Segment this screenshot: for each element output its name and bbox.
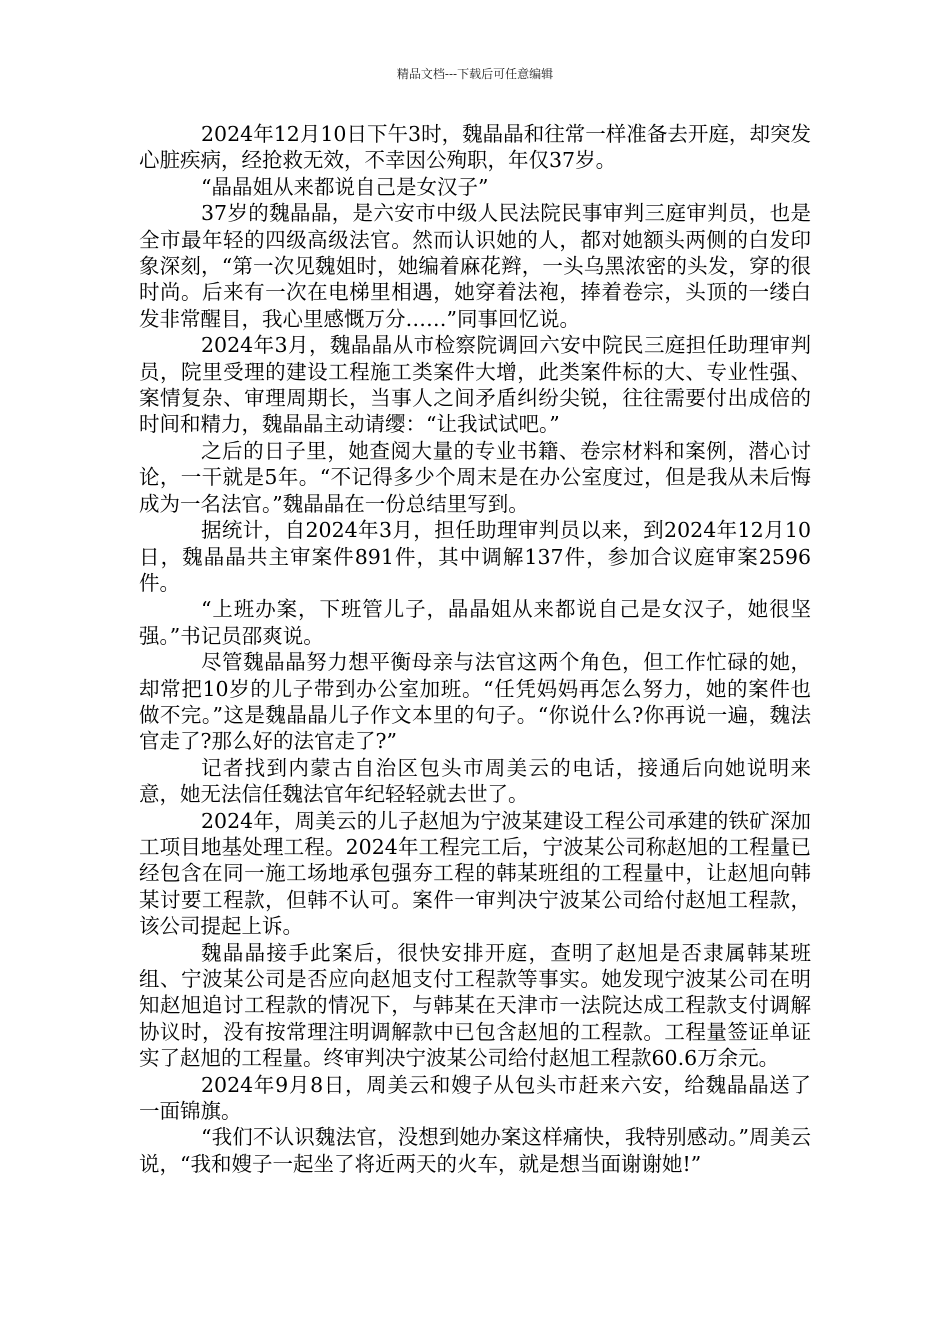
paragraph: 37岁的魏晶晶，是六安市中级人民法院民事审判三庭审判员，也是全市最年轻的四级高级法官。然而认识她的人，都对她额头两侧的白发印象深刻，“第一次见魏姐时，她编着麻花辫，一头乌黑浓密的头发，穿的很时尚。后来有一次在电梯里相遇，她穿着法袍，捧着卷宗，头顶的一缕白发非常醒目，我心里感慨万分……”同事回忆说。: [139, 201, 811, 331]
paragraph: 记者找到内蒙古自治区包头市周美云的电话，接通后向她说明来意，她无法信任魏法官年纪轻轻就去世了。: [139, 755, 811, 807]
paragraph: 2024年3月，魏晶晶从市检察院调回六安中院民三庭担任助理审判员，院里受理的建设工程施工类案件大增，此类案件标的大、专业性强、案情复杂、审理周期长，当事人之间矛盾纠纷尖锐，往往需要付出成倍的时间和精力，魏晶晶主动请缨：“让我试试吧。”: [139, 333, 811, 437]
document-body: [139, 121, 811, 1177]
paragraph: 魏晶晶接手此案后，很快安排开庭，查明了赵旭是否隶属韩某班组、宁波某公司是否应向赵旭支付工程款等事实。她发现宁波某公司在明知赵旭追讨工程款的情况下，与韩某在天津市一法院达成工程款支付调解协议时，没有按常理注明调解款中已包含赵旭的工程款。工程量签证单证实了赵旭的工程量。终审判决宁波某公司给付赵旭工程款60.6万余元。: [139, 940, 811, 1071]
paragraph: “我们不认识魏法官，没想到她办案这样痛快，我特别感动。”周美云说，“我和嫂子一起坐了将近两天的火车，就是想当面谢谢她!”: [139, 1125, 811, 1176]
paragraph: “上班办案，下班管儿子，晶晶姐从来都说自己是女汉子，她很坚强。”书记员邵爽说。: [139, 597, 811, 648]
page-header: 精品文档---下载后可任意编辑: [396, 67, 554, 81]
paragraph: 2024年12月10日下午3时，魏晶晶和往常一样准备去开庭，却突发心脏疾病，经抢救无效，不幸因公殉职，年仅37岁。: [139, 122, 811, 173]
paragraph: 之后的日子里，她查阅大量的专业书籍、卷宗材料和案例，潜心讨论，一干就是5年。“不记得多少个周末是在办公室度过，但是我从未后悔成为一名法官。”魏晶晶在一份总结里写到。: [139, 438, 811, 516]
paragraph: 尽管魏晶晶努力想平衡母亲与法官这两个角色，但工作忙碌的她，却常把10岁的儿子带到办公室加班。“任凭妈妈再怎么努力，她的案件也做不完。”这是魏晶晶儿子作文本里的句子。“你说什么?你再说一遍，魏法官走了?那么好的法官走了?”: [139, 650, 811, 754]
paragraph: 2024年，周美云的儿子赵旭为宁波某建设工程公司承建的铁矿深加工项目地基处理工程。2024年工程完工后，宁波某公司称赵旭的工程量已经包含在同一施工场地承包强夯工程的韩某班组的工程量中，让赵旭向韩某讨要工程款，但韩不认可。案件一审判决宁波某公司给付赵旭工程款，该公司提起上诉。: [139, 808, 811, 939]
paragraph: 据统计，自2024年3月，担任助理审判员以来，到2024年12月10日，魏晶晶共主审案件891件，其中调解137件，参加合议庭审案2596件。: [139, 518, 811, 595]
paragraph: 2024年9月8日，周美云和嫂子从包头市赶来六安，给魏晶晶送了一面锦旗。: [139, 1072, 811, 1124]
section-heading: “晶晶姐从来都说自己是女汉子”: [201, 174, 489, 199]
